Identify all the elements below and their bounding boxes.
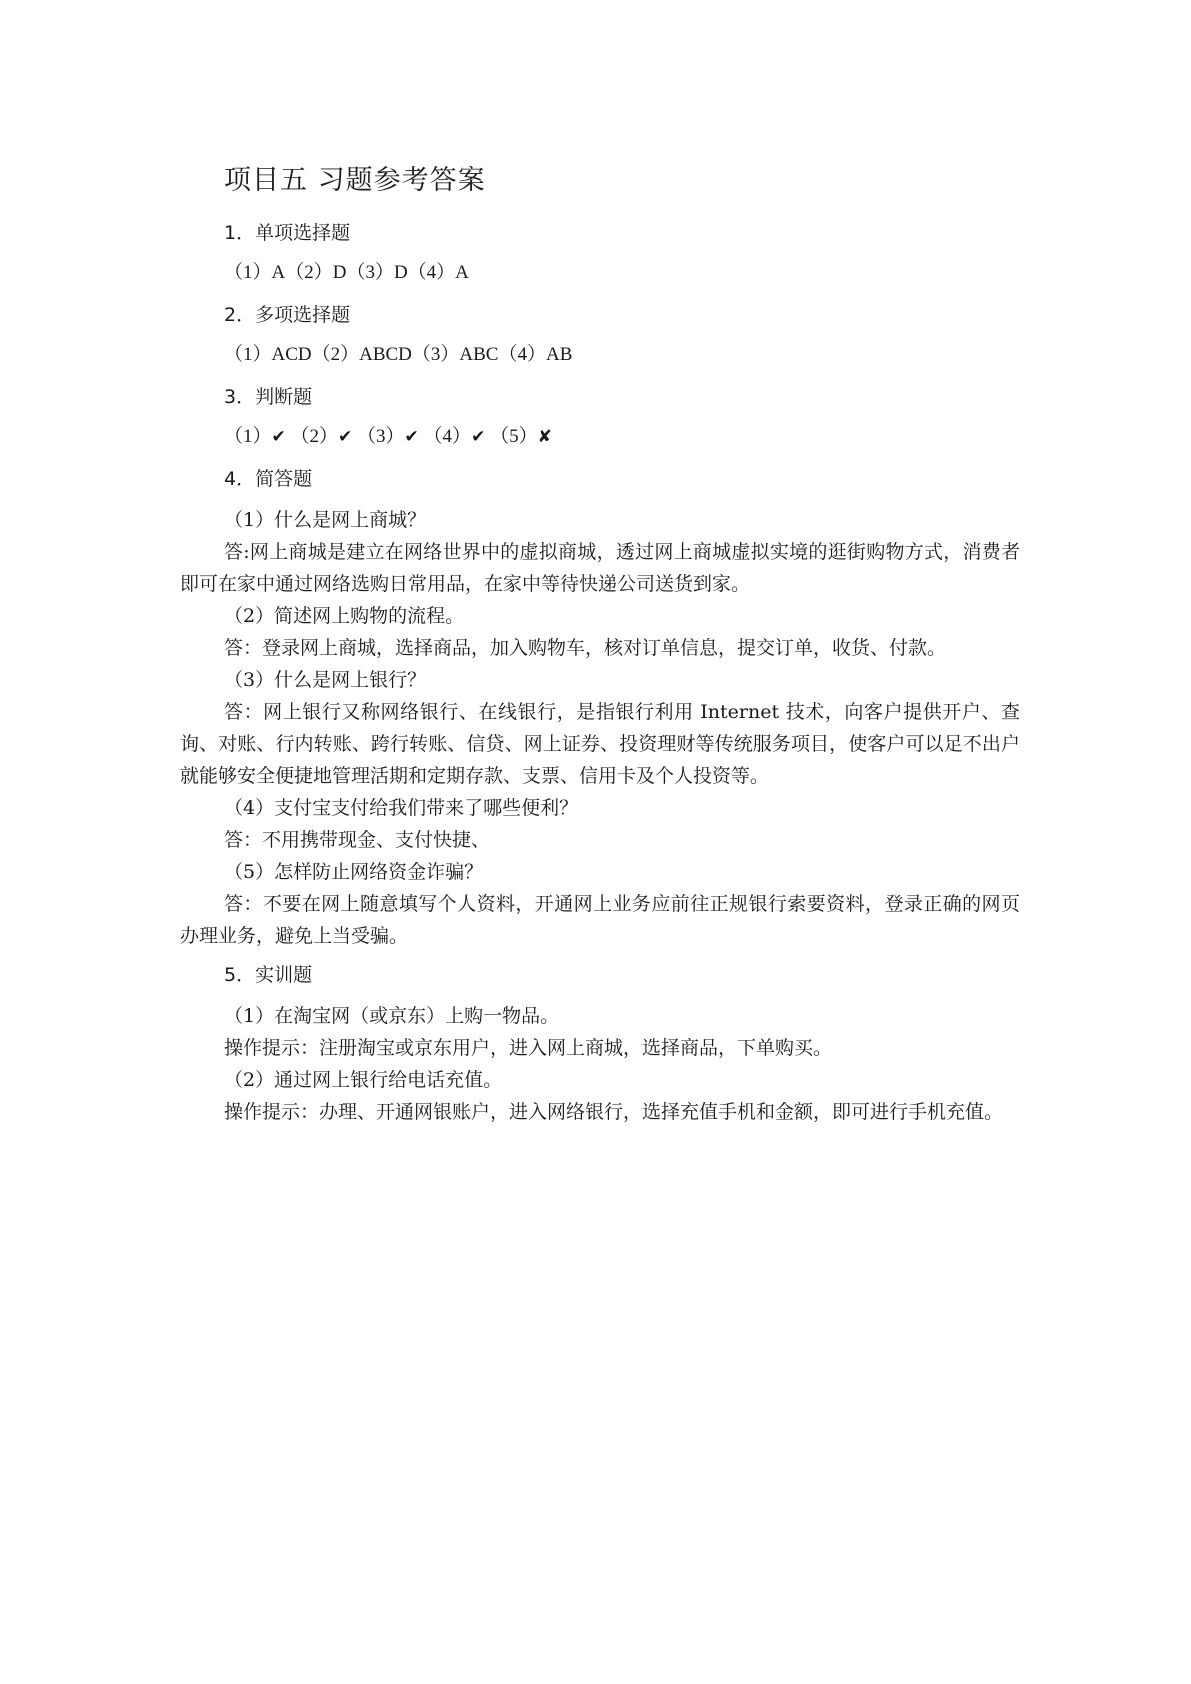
section-heading: 1．单项选择题 <box>224 222 351 244</box>
section-heading: 5．实训题 <box>224 964 313 986</box>
check-mark-icon: ✔ <box>471 427 486 447</box>
check-mark-icon: ✔ <box>338 427 353 447</box>
section-heading: 2．多项选择题 <box>224 304 351 326</box>
answer-line: （1）A（2）D（3）D（4）A <box>224 262 469 283</box>
question: （4）支付宝支付给我们带来了哪些便利？ <box>224 797 579 819</box>
section-multiple-choice <box>180 298 1020 372</box>
task-hint: 操作提示：办理、开通网银账户，进入网络银行，选择充值手机和金额，即可进行手机充值。 <box>224 1101 1004 1123</box>
check-mark-icon: ✔ <box>271 427 286 447</box>
answer: 答:网上商城是建立在网络世界中的虚拟商城，透过网上商城虚拟实境的逛街购物方式，消费者即可在家中通过网络选购日常用品，在家中等待快递公司送货到家。 <box>180 541 1020 595</box>
cross-mark-icon: ✘ <box>537 427 552 447</box>
question: （2）简述网上购物的流程。 <box>224 605 465 627</box>
answer-number: （5） <box>490 426 538 447</box>
task: （2）通过网上银行给电话充值。 <box>224 1069 503 1091</box>
answer-line <box>224 420 1020 454</box>
answer: 答：不要在网上随意填写个人资料，开通网上业务应前往正规银行索要资料，登录正确的网页办理业务，避免上当受骗。 <box>180 893 1020 947</box>
task-hint: 操作提示：注册淘宝或京东用户，进入网上商城，选择商品，下单购买。 <box>224 1037 833 1059</box>
answer-line: （1）ACD（2）ABCD（3）ABC（4）AB <box>224 344 573 365</box>
answer: 答：登录网上商城，选择商品，加入购物车，核对订单信息，提交订单，收货、付款。 <box>224 637 947 659</box>
section-single-choice <box>180 216 1020 290</box>
task: （1）在淘宝网（或京东）上购一物品。 <box>224 1005 560 1027</box>
answer-number: （1） <box>224 426 272 447</box>
check-mark-icon: ✔ <box>404 427 419 447</box>
question: （3）什么是网上银行？ <box>224 669 427 691</box>
question: （1）什么是网上商城？ <box>224 509 427 531</box>
answer: 答：网上银行又称网络银行、在线银行，是指银行利用 Internet 技术，向客户提供开户、查询、对账、行内转账、跨行转账、信贷、网上证券、投资理财等传统服务项目，使客户可以足不出户就能够安全便捷地管理活期和定期存款、支票、信用卡及个人投资等。 <box>180 701 1020 787</box>
document-page <box>180 152 1020 1128</box>
section-heading: 4．简答题 <box>224 468 313 490</box>
answer-number: （2） <box>290 426 339 447</box>
answer: 答：不用携带现金、支付快捷、 <box>224 829 491 851</box>
page-title: 项目五 习题参考答案 <box>224 165 486 196</box>
section-true-false <box>180 380 1020 454</box>
section-practical <box>180 958 1020 1128</box>
answer-number: （3） <box>357 426 405 447</box>
section-heading: 3．判断题 <box>224 386 313 408</box>
question: （5）怎样防止网络资金诈骗？ <box>224 861 484 883</box>
section-short-answer <box>180 462 1020 952</box>
answer-number: （4） <box>423 426 472 447</box>
